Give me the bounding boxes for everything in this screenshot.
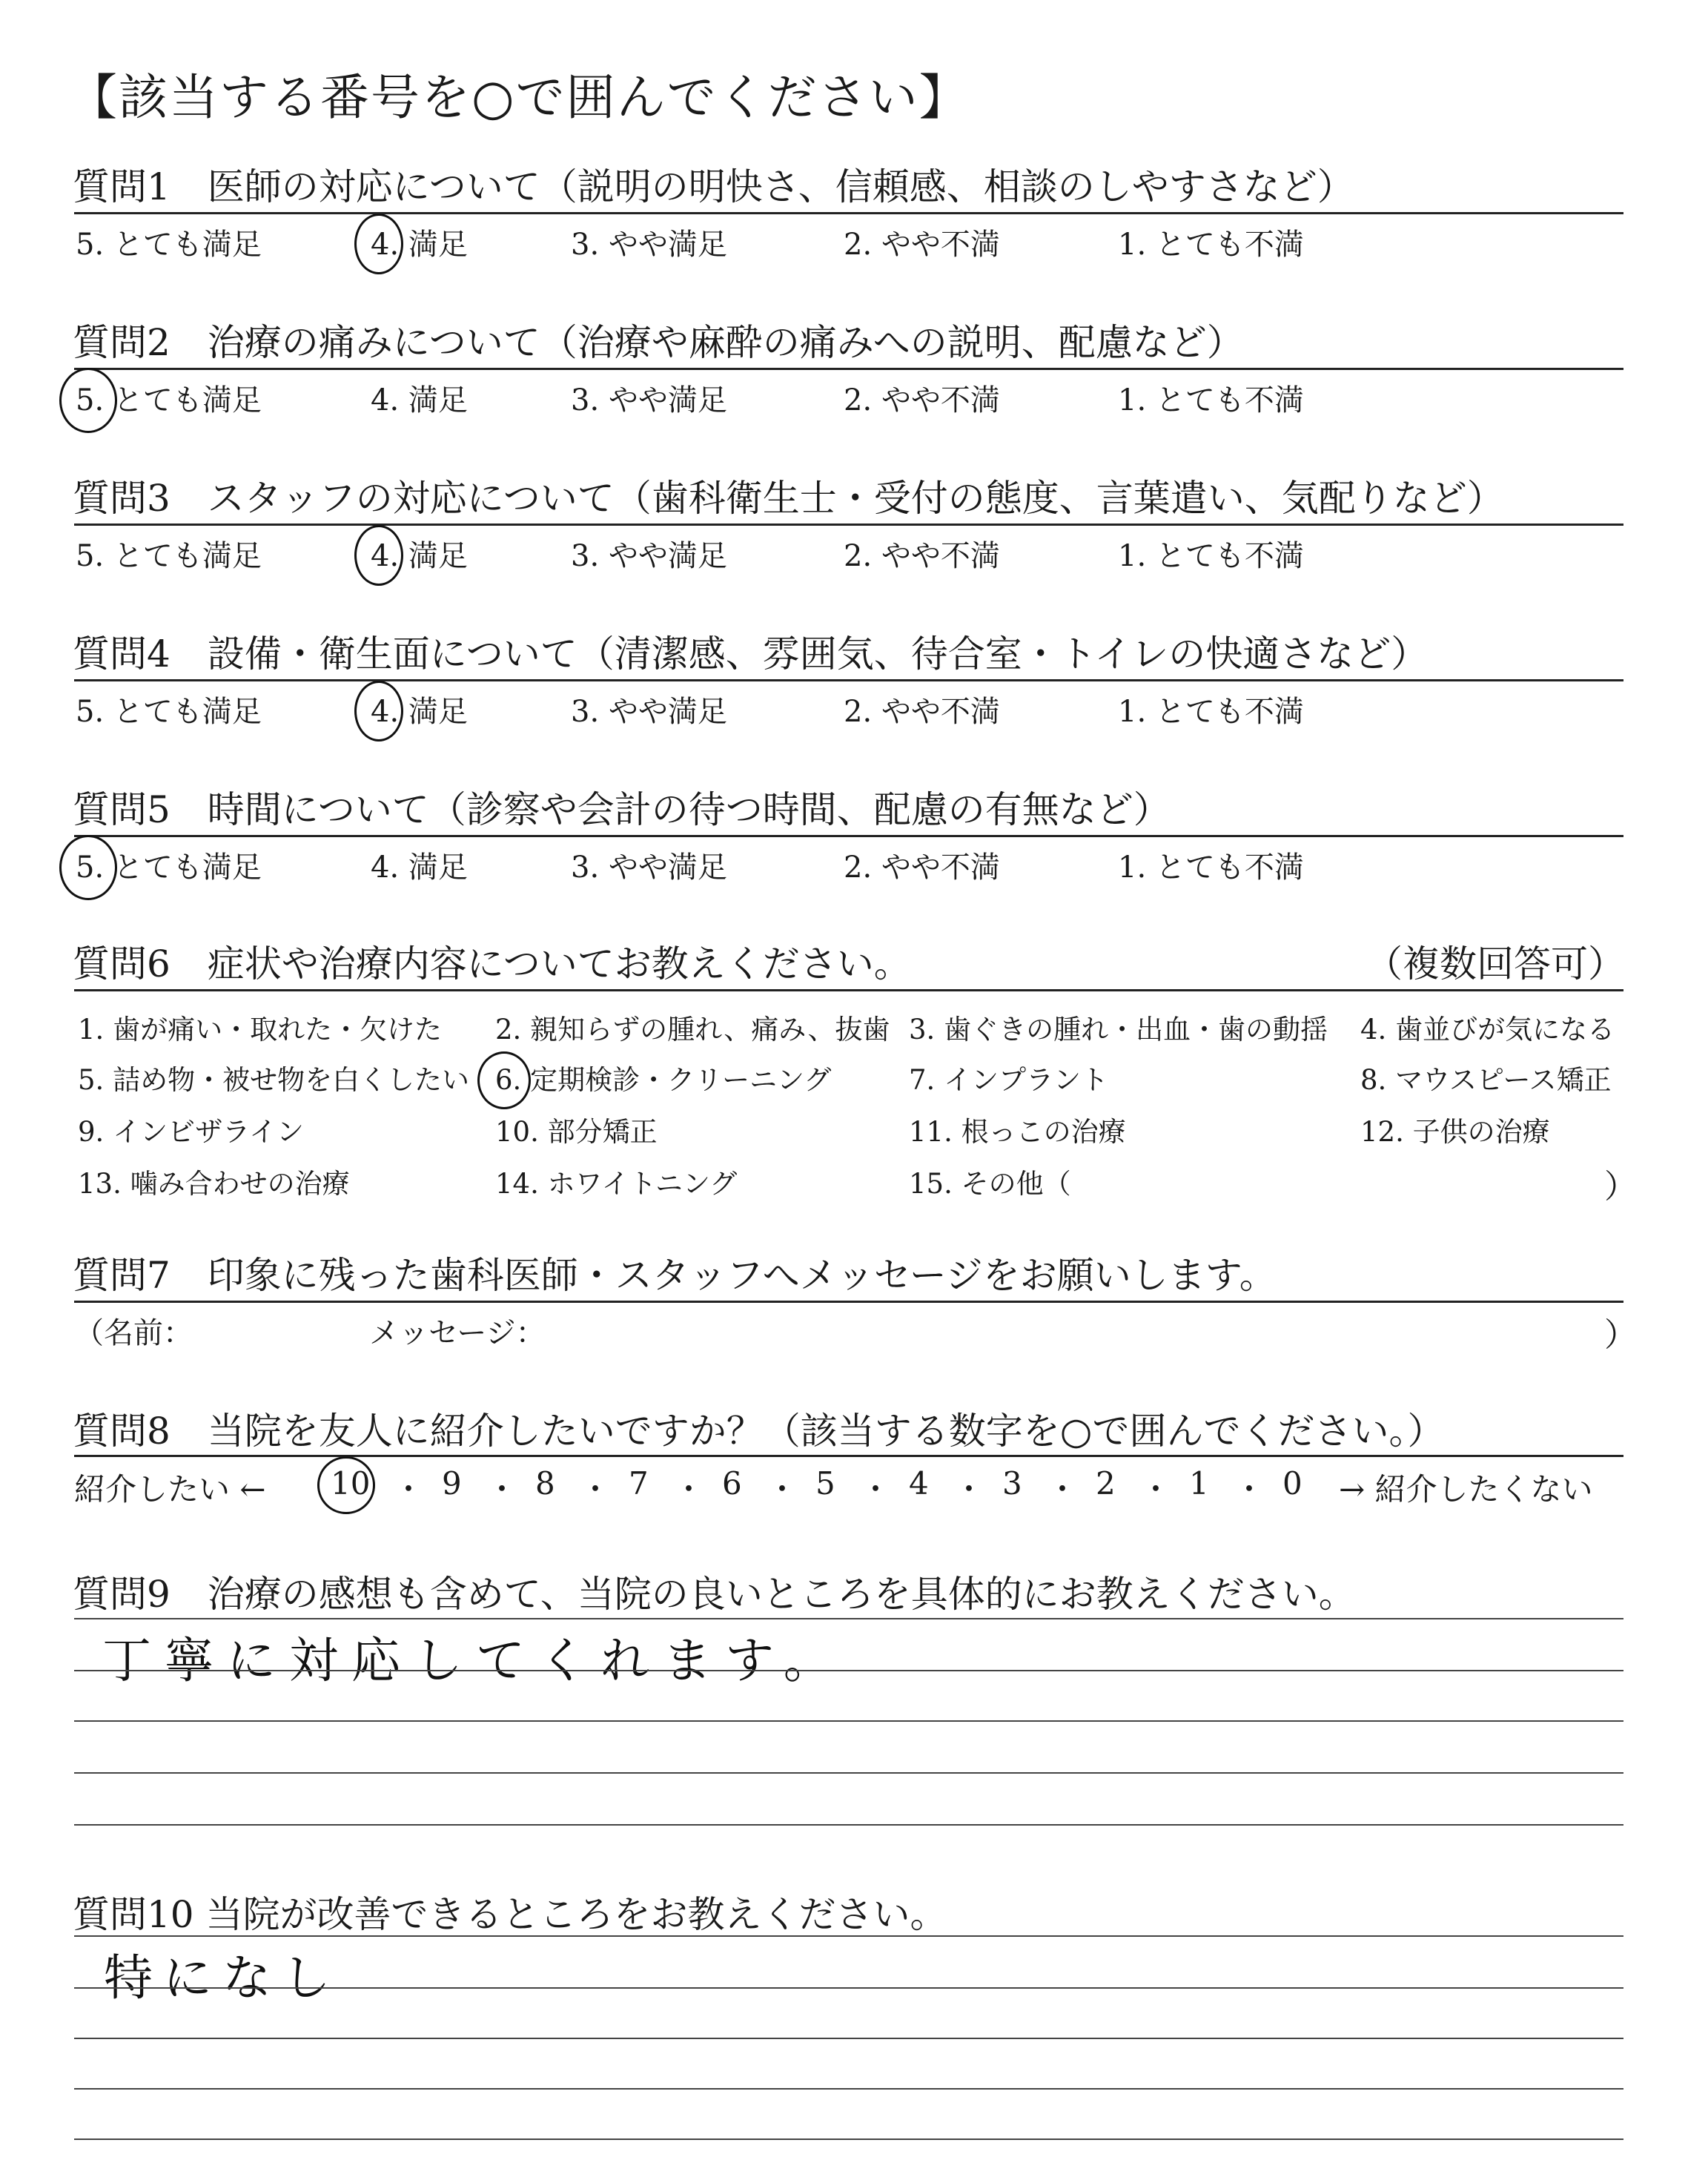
q8-scale-5[interactable]: 5 [815, 1465, 835, 1502]
q6-option-7[interactable]: 7. インプラント [909, 1064, 1109, 1096]
q9-handwritten-answer[interactable]: 丁寧に対応してくれます。 [102, 1632, 846, 1689]
q7-message-label: メッセージ： [369, 1316, 546, 1350]
q8-dot: ・ [953, 1471, 985, 1507]
q6-option-4[interactable]: 4. 歯並びが気になる [1360, 1014, 1615, 1046]
q5-selection-circle [59, 835, 117, 900]
q10-line-2 [74, 1987, 1623, 1989]
question-7-title: 質問7 印象に残った歯科医師・スタッフへメッセージをお願いします。 [73, 1254, 1277, 1297]
question-7-rule [74, 1301, 1623, 1303]
q6-option-1[interactable]: 1. 歯が痛い・取れた・欠けた [78, 1014, 443, 1046]
q2-option-5[interactable]: 5. とても満足 [76, 383, 262, 417]
q8-dot: ・ [767, 1471, 798, 1507]
q6-option-6[interactable]: 6. 定期検診・クリーニング [495, 1064, 832, 1096]
question-1-title: 質問1 医師の対応について（説明の明快さ、信頼感、相談のしやすさなど） [73, 165, 1354, 208]
q5-option-1[interactable]: 1. とても不満 [1118, 851, 1304, 885]
q9-line-3 [74, 1720, 1623, 1722]
question-9-title: 質問9 治療の感想も含めて、当院の良いところを具体的にお教えください。 [73, 1573, 1356, 1616]
q6-selection-circle [477, 1051, 531, 1109]
q10-line-5 [74, 2138, 1623, 2140]
q8-scale-7[interactable]: 7 [629, 1465, 649, 1502]
question-2-rule [74, 368, 1623, 370]
q1-selection-circle [354, 214, 403, 274]
q8-scale-10[interactable]: 10 [331, 1465, 371, 1502]
q4-option-2[interactable]: 2. やや不満 [844, 695, 1000, 729]
q3-option-1[interactable]: 1. とても不満 [1118, 539, 1304, 573]
q5-option-2[interactable]: 2. やや不満 [844, 851, 1000, 885]
q6-option-5[interactable]: 5. 詰め物・被せ物を白くしたい [78, 1064, 470, 1096]
q5-option-3[interactable]: 3. やや満足 [571, 851, 727, 885]
q1-option-5[interactable]: 5. とても満足 [76, 228, 262, 262]
q4-option-3[interactable]: 3. やや満足 [571, 695, 727, 729]
q10-handwritten-answer[interactable]: 特になし [104, 1949, 341, 2007]
q5-option-5[interactable]: 5. とても満足 [76, 851, 262, 885]
q5-option-4[interactable]: 4. 満足 [371, 851, 468, 885]
q6-option-10[interactable]: 10. 部分矯正 [495, 1116, 658, 1148]
q3-option-5[interactable]: 5. とても満足 [76, 539, 262, 573]
q6-option-13[interactable]: 13. 噛み合わせの治療 [78, 1168, 350, 1200]
q1-option-2[interactable]: 2. やや不満 [844, 228, 1000, 262]
question-3-rule [74, 524, 1623, 526]
question-5-rule [74, 835, 1623, 837]
q1-option-1[interactable]: 1. とても不満 [1118, 228, 1304, 262]
question-3-title: 質問3 スタッフの対応について（歯科衛生士・受付の態度、言葉遣い、気配りなど） [73, 477, 1504, 520]
question-5-title: 質問5 時間について（診察や会計の待つ時間、配慮の有無など） [73, 788, 1171, 831]
question-10-title: 質問10 当院が改善できるところをお教えください。 [73, 1893, 947, 1936]
q1-option-4[interactable]: 4. 満足 [371, 228, 468, 262]
q8-right-label: → 紹介したくない [1339, 1471, 1593, 1507]
q10-line-1 [74, 1935, 1623, 1937]
q2-option-2[interactable]: 2. やや不満 [844, 383, 1000, 417]
q4-option-4[interactable]: 4. 満足 [371, 695, 468, 729]
question-2-title: 質問2 治療の痛みについて（治療や麻酔の痛みへの説明、配慮など） [73, 321, 1244, 364]
question-6-rule [74, 989, 1623, 991]
q8-scale-4[interactable]: 4 [909, 1465, 929, 1502]
q1-option-3[interactable]: 3. やや満足 [571, 228, 727, 262]
question-1-rule [74, 212, 1623, 214]
q9-line-4 [74, 1772, 1623, 1774]
q6-option-3[interactable]: 3. 歯ぐきの腫れ・出血・歯の動揺 [909, 1014, 1328, 1046]
q8-scale-8[interactable]: 8 [535, 1465, 555, 1502]
q3-selection-circle [354, 525, 403, 586]
q10-line-4 [74, 2088, 1623, 2090]
q8-dot: ・ [1234, 1471, 1265, 1507]
question-8-title: 質問8 当院を友人に紹介したいですか？（該当する数字を○で囲んでください。） [73, 1410, 1445, 1453]
q4-option-5[interactable]: 5. とても満足 [76, 695, 262, 729]
q2-selection-circle [59, 368, 117, 433]
q8-dot: ・ [860, 1471, 892, 1507]
q8-scale-0[interactable]: 0 [1282, 1465, 1302, 1502]
q8-scale-9[interactable]: 9 [442, 1465, 462, 1502]
q8-dot: ・ [673, 1471, 705, 1507]
q7-close-paren: ） [1604, 1316, 1637, 1354]
q8-left-label: 紹介したい ← [74, 1471, 266, 1507]
q8-scale-2[interactable]: 2 [1096, 1465, 1116, 1502]
q9-line-5 [74, 1824, 1623, 1826]
q8-dot: ・ [1140, 1471, 1172, 1507]
q8-dot: ・ [486, 1471, 518, 1507]
q6-option-12[interactable]: 12. 子供の治療 [1360, 1116, 1550, 1148]
q2-option-1[interactable]: 1. とても不満 [1118, 383, 1304, 417]
question-8-rule [74, 1455, 1623, 1457]
q8-dot: ・ [393, 1471, 425, 1507]
q8-scale-6[interactable]: 6 [722, 1465, 742, 1502]
q8-dot: ・ [1047, 1471, 1079, 1507]
form-header: 【該当する番号を○で囲んでください】 [68, 69, 970, 126]
q4-option-1[interactable]: 1. とても不満 [1118, 695, 1304, 729]
q9-line-1 [74, 1618, 1623, 1619]
q6-other-close-paren: ） [1604, 1168, 1637, 1206]
q8-dot: ・ [580, 1471, 612, 1507]
q9-line-2 [74, 1670, 1623, 1671]
q3-option-3[interactable]: 3. やや満足 [571, 539, 727, 573]
q7-name-label: （名前： [74, 1316, 193, 1350]
q6-option-9[interactable]: 9. インビザライン [78, 1116, 304, 1148]
question-4-title: 質問4 設備・衛生面について（清潔感、雰囲気、待合室・トイレの快適さなど） [73, 633, 1429, 676]
q8-scale-3[interactable]: 3 [1002, 1465, 1022, 1502]
q6-option-2[interactable]: 2. 親知らずの腫れ、痛み、抜歯 [495, 1014, 890, 1046]
question-6-note: （複数回答可） [1366, 942, 1625, 985]
q8-selection-circle [317, 1456, 375, 1514]
question-4-rule [74, 679, 1623, 681]
q2-option-3[interactable]: 3. やや満足 [571, 383, 727, 417]
q3-option-4[interactable]: 4. 満足 [371, 539, 468, 573]
question-6-title: 質問6 症状や治療内容についてお教えください。 [73, 942, 911, 985]
q8-scale-1[interactable]: 1 [1189, 1465, 1209, 1502]
q6-option-14[interactable]: 14. ホワイトニング [495, 1168, 738, 1200]
q3-option-2[interactable]: 2. やや不満 [844, 539, 1000, 573]
q6-option-8[interactable]: 8. マウスピース矯正 [1360, 1064, 1612, 1096]
q2-option-4[interactable]: 4. 満足 [371, 383, 468, 417]
q6-option-11[interactable]: 11. 根っこの治療 [909, 1116, 1126, 1148]
q10-line-3 [74, 2038, 1623, 2039]
q6-option-15[interactable]: 15. その他（ [909, 1168, 1071, 1200]
q4-selection-circle [354, 681, 403, 742]
